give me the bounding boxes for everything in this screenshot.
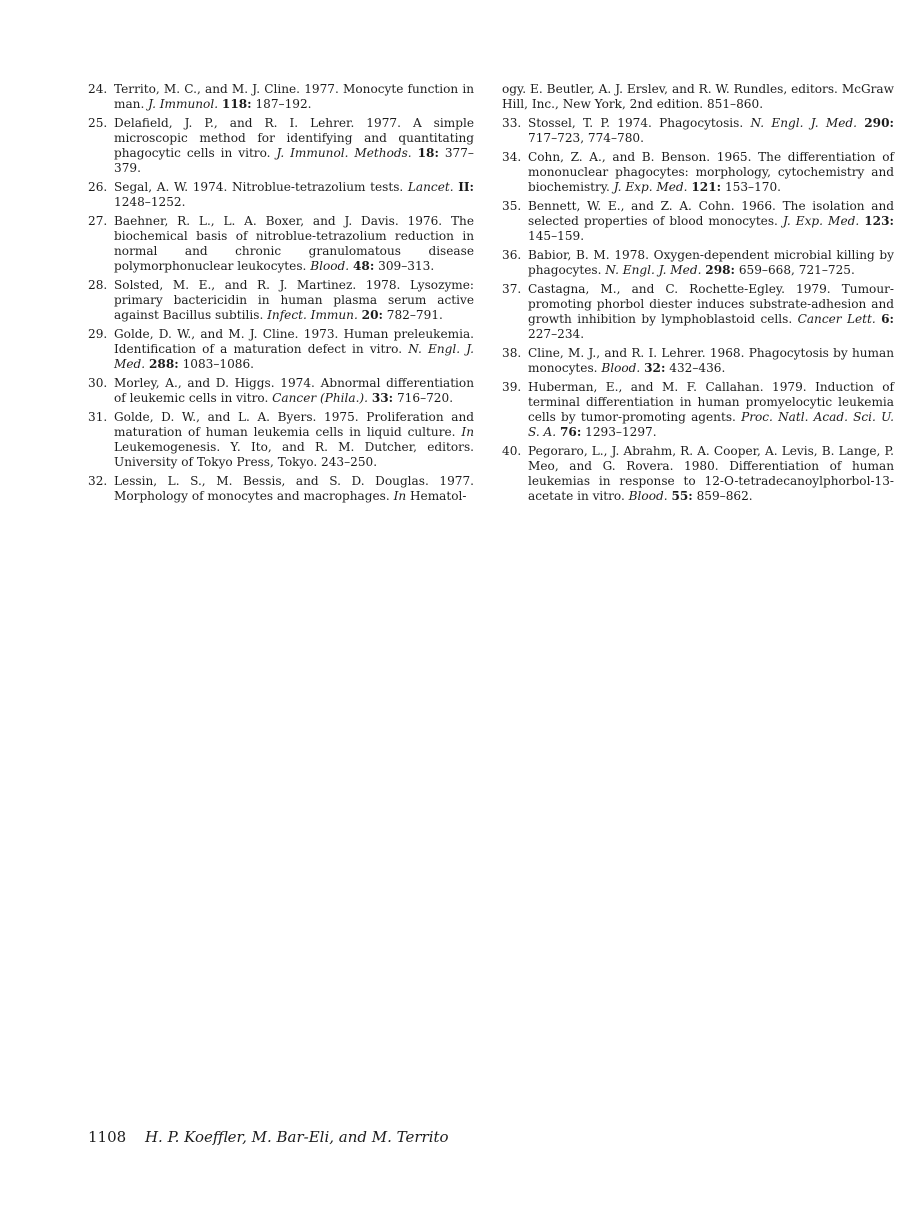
reference-entry <box>88 474 474 504</box>
reference-entry <box>502 380 894 440</box>
citation-text: Cohn, Z. A., and B. Benson. 1965. The differentiation of mononuclear phagocytes: morphology, cytochemistry and biochemistry. <box>528 150 894 194</box>
volume-number: 290: <box>864 116 894 130</box>
citation-text: 716–720. <box>393 391 454 405</box>
journal-name: Infect. Immun. <box>267 308 358 322</box>
reference-entry <box>502 150 894 195</box>
reference-number: 34. <box>502 150 522 164</box>
citation-text: Leukemogenesis. Y. Ito, and R. M. Dutcher, editors. University of Tokyo Press, Tokyo. 243–250. <box>114 440 474 469</box>
reference-text <box>528 346 894 375</box>
citation-text: Segal, A. W. 1974. Nitroblue-tetrazolium tests. <box>114 180 408 194</box>
volume-number: 288: <box>149 357 179 371</box>
reference-number: 29. <box>88 327 108 341</box>
reference-text <box>114 327 474 371</box>
reference-number: 26. <box>88 180 108 194</box>
page-footer <box>88 1128 449 1146</box>
reference-entry <box>88 376 474 406</box>
citation-text: Pegoraro, L., J. Abrahm, R. A. Cooper, A. Levis, B. Lange, P. Meo, and G. Rovera. 1980. Differentiation of human leukemias in response to 12-O-tetradecanoylphorbol-13-acetate in vitro. <box>528 444 894 503</box>
citation-text: Golde, D. W., and M. J. Cline. 1973. Human preleukemia. Identification of a maturation defect in vitro. <box>114 327 474 356</box>
citation-text: Territo, M. C., and M. J. Cline. 1977. Monocyte function in man. <box>114 82 474 111</box>
reference-text <box>528 199 894 243</box>
reference-entry <box>502 199 894 244</box>
journal-name: In <box>393 489 407 503</box>
journal-name: Blood. <box>601 361 641 375</box>
journal-name: J. Immunol. Methods. <box>276 146 412 160</box>
citation-text: 309–313. <box>374 259 435 273</box>
volume-number: 121: <box>691 180 722 194</box>
reference-entry <box>502 282 894 342</box>
reference-entry <box>502 248 894 278</box>
reference-number: 36. <box>502 248 522 262</box>
citation-text: Golde, D. W., and L. A. Byers. 1975. Proliferation and maturation of human leukemia cells in liquid culture. <box>114 410 474 439</box>
journal-name: In <box>461 425 474 439</box>
journal-name: J. Exp. Med. <box>782 214 860 228</box>
citation-text: 859–862. <box>692 489 753 503</box>
citation-text: Bennett, W. E., and Z. A. Cohn. 1966. The isolation and selected properties of blood monocytes. <box>528 199 894 228</box>
reference-text <box>528 282 894 341</box>
reference-entry <box>88 180 474 210</box>
reference-text <box>114 82 474 111</box>
volume-number: 48: <box>352 259 375 273</box>
reference-text <box>528 380 894 439</box>
reference-continuation: ogy. E. Beutler, A. J. Erslev, and R. W. Rundles, editors. McGraw Hill, Inc., New York, 2nd edition. 851–860. <box>502 82 894 111</box>
volume-number: 6: <box>881 312 894 326</box>
reference-text <box>114 214 474 273</box>
journal-name: J. Exp. Med. <box>613 180 688 194</box>
reference-text <box>114 278 474 322</box>
citation-text: Stossel, T. P. 1974. Phagocytosis. <box>528 116 751 130</box>
journal-name: Lancet. <box>407 180 454 194</box>
citation-text: 1293–1297. <box>581 425 657 439</box>
reference-entry <box>88 214 474 274</box>
citation-text: Lessin, L. S., M. Bessis, and S. D. Douglas. 1977. Morphology of monocytes and macrophages. <box>114 474 474 503</box>
reference-entry <box>88 82 474 112</box>
journal-name: N. Engl. J. Med. <box>605 263 702 277</box>
reference-text <box>528 116 894 145</box>
volume-number: 33: <box>371 391 394 405</box>
citation-text: 187–192. <box>251 97 312 111</box>
citation-text: Cline, M. J., and R. I. Lehrer. 1968. Phagocytosis by human monocytes. <box>528 346 894 375</box>
citation-text: 153–170. <box>721 180 782 194</box>
reference-list-right <box>502 116 894 504</box>
citation-text: Delafield, J. P., and R. I. Lehrer. 1977. A simple microscopic method for identifying and quantitating phagocytic cells in vitro. <box>114 116 474 160</box>
citation-text: Morley, A., and D. Higgs. 1974. Abnormal differentiation of leukemic cells in vitro. <box>114 376 474 405</box>
citation-text: Hematol- <box>406 489 467 503</box>
reference-entry <box>88 327 474 372</box>
reference-entry <box>88 116 474 176</box>
citation-text: 145–159. <box>528 229 585 243</box>
reference-number: 30. <box>88 376 108 390</box>
citation-text: Babior, B. M. 1978. Oxygen-dependent microbial killing by phagocytes. <box>528 248 894 277</box>
citation-text: 227–234. <box>528 327 585 341</box>
reference-number: 39. <box>502 380 522 394</box>
citation-text: Castagna, M., and C. Rochette-Egley. 1979. Tumour-promoting phorbol diester induces substrate-adhesion and growth inhibition by lymphoblastoid cells. <box>528 282 894 326</box>
volume-number: 18: <box>417 146 439 160</box>
citation-text: 1248–1252. <box>114 195 186 209</box>
citation-text: Baehner, R. L., L. A. Boxer, and J. Davis. 1976. The biochemical basis of nitroblue-tetrazolium reduction in normal and chronic granulomatous disease polymorphonuclear leukocytes. <box>114 214 474 273</box>
reference-number: 37. <box>502 282 522 296</box>
running-authors: H. P. Koeffler, M. Bar-Eli, and M. Territo <box>144 1128 449 1146</box>
volume-number: II: <box>458 180 474 194</box>
volume-number: 20: <box>361 308 383 322</box>
reference-number: 32. <box>88 474 108 488</box>
journal-name: Cancer (Phila.). <box>272 391 368 405</box>
journal-name: Blood. <box>628 489 668 503</box>
journal-name: Proc. Natl. Acad. Sci. U. S. A. <box>528 410 894 439</box>
reference-text <box>114 474 474 503</box>
reference-number: 35. <box>502 199 522 213</box>
reference-text <box>528 248 894 277</box>
reference-text <box>114 116 474 175</box>
volume-number: 118: <box>221 97 252 111</box>
reference-column-right <box>502 82 894 508</box>
reference-entry <box>502 116 894 146</box>
reference-column-left <box>88 82 474 508</box>
reference-entry <box>502 444 894 504</box>
reference-entry <box>88 410 474 470</box>
reference-text <box>114 410 474 469</box>
citation-text: Huberman, E., and M. F. Callahan. 1979. Induction of terminal differentiation in human promyelocytic leukemia cells by tumor-promoting agents. <box>528 380 894 424</box>
volume-number: 32: <box>644 361 666 375</box>
reference-number: 31. <box>88 410 108 424</box>
reference-number: 24. <box>88 82 108 96</box>
journal-name: Cancer Lett. <box>797 312 876 326</box>
journal-name: N. Engl. J. Med. <box>114 342 475 371</box>
reference-text <box>528 444 894 503</box>
volume-number: 55: <box>671 489 693 503</box>
volume-number: 76: <box>559 425 582 439</box>
reference-text <box>114 376 474 405</box>
page-number: 1108 <box>88 1128 127 1146</box>
reference-number: 40. <box>502 444 522 458</box>
citation-text: 717–723, 774–780. <box>528 131 644 145</box>
citation-text: 782–791. <box>382 308 443 322</box>
citation-text: Solsted, M. E., and R. J. Martinez. 1978. Lysozyme: primary bactericidin in human plasma serum active against Bacillus subtilis. <box>114 278 474 322</box>
reference-text <box>528 150 894 194</box>
reference-number: 27. <box>88 214 108 228</box>
volume-number: 123: <box>864 214 894 228</box>
citation-text: 1083–1086. <box>178 357 255 371</box>
reference-number: 33. <box>502 116 522 130</box>
reference-number: 25. <box>88 116 108 130</box>
citation-text: 432–436. <box>665 361 726 375</box>
reference-entry <box>88 278 474 323</box>
volume-number: 298: <box>705 263 735 277</box>
journal-name: Blood. <box>310 259 350 273</box>
citation-text: 377–379. <box>114 146 474 175</box>
reference-text <box>114 180 474 209</box>
journal-name: J. Immunol. <box>148 97 219 111</box>
reference-number: 28. <box>88 278 108 292</box>
citation-text: 659–668, 721–725. <box>735 263 855 277</box>
reference-number: 38. <box>502 346 522 360</box>
journal-name: N. Engl. J. Med. <box>750 116 857 130</box>
reference-entry <box>502 346 894 376</box>
